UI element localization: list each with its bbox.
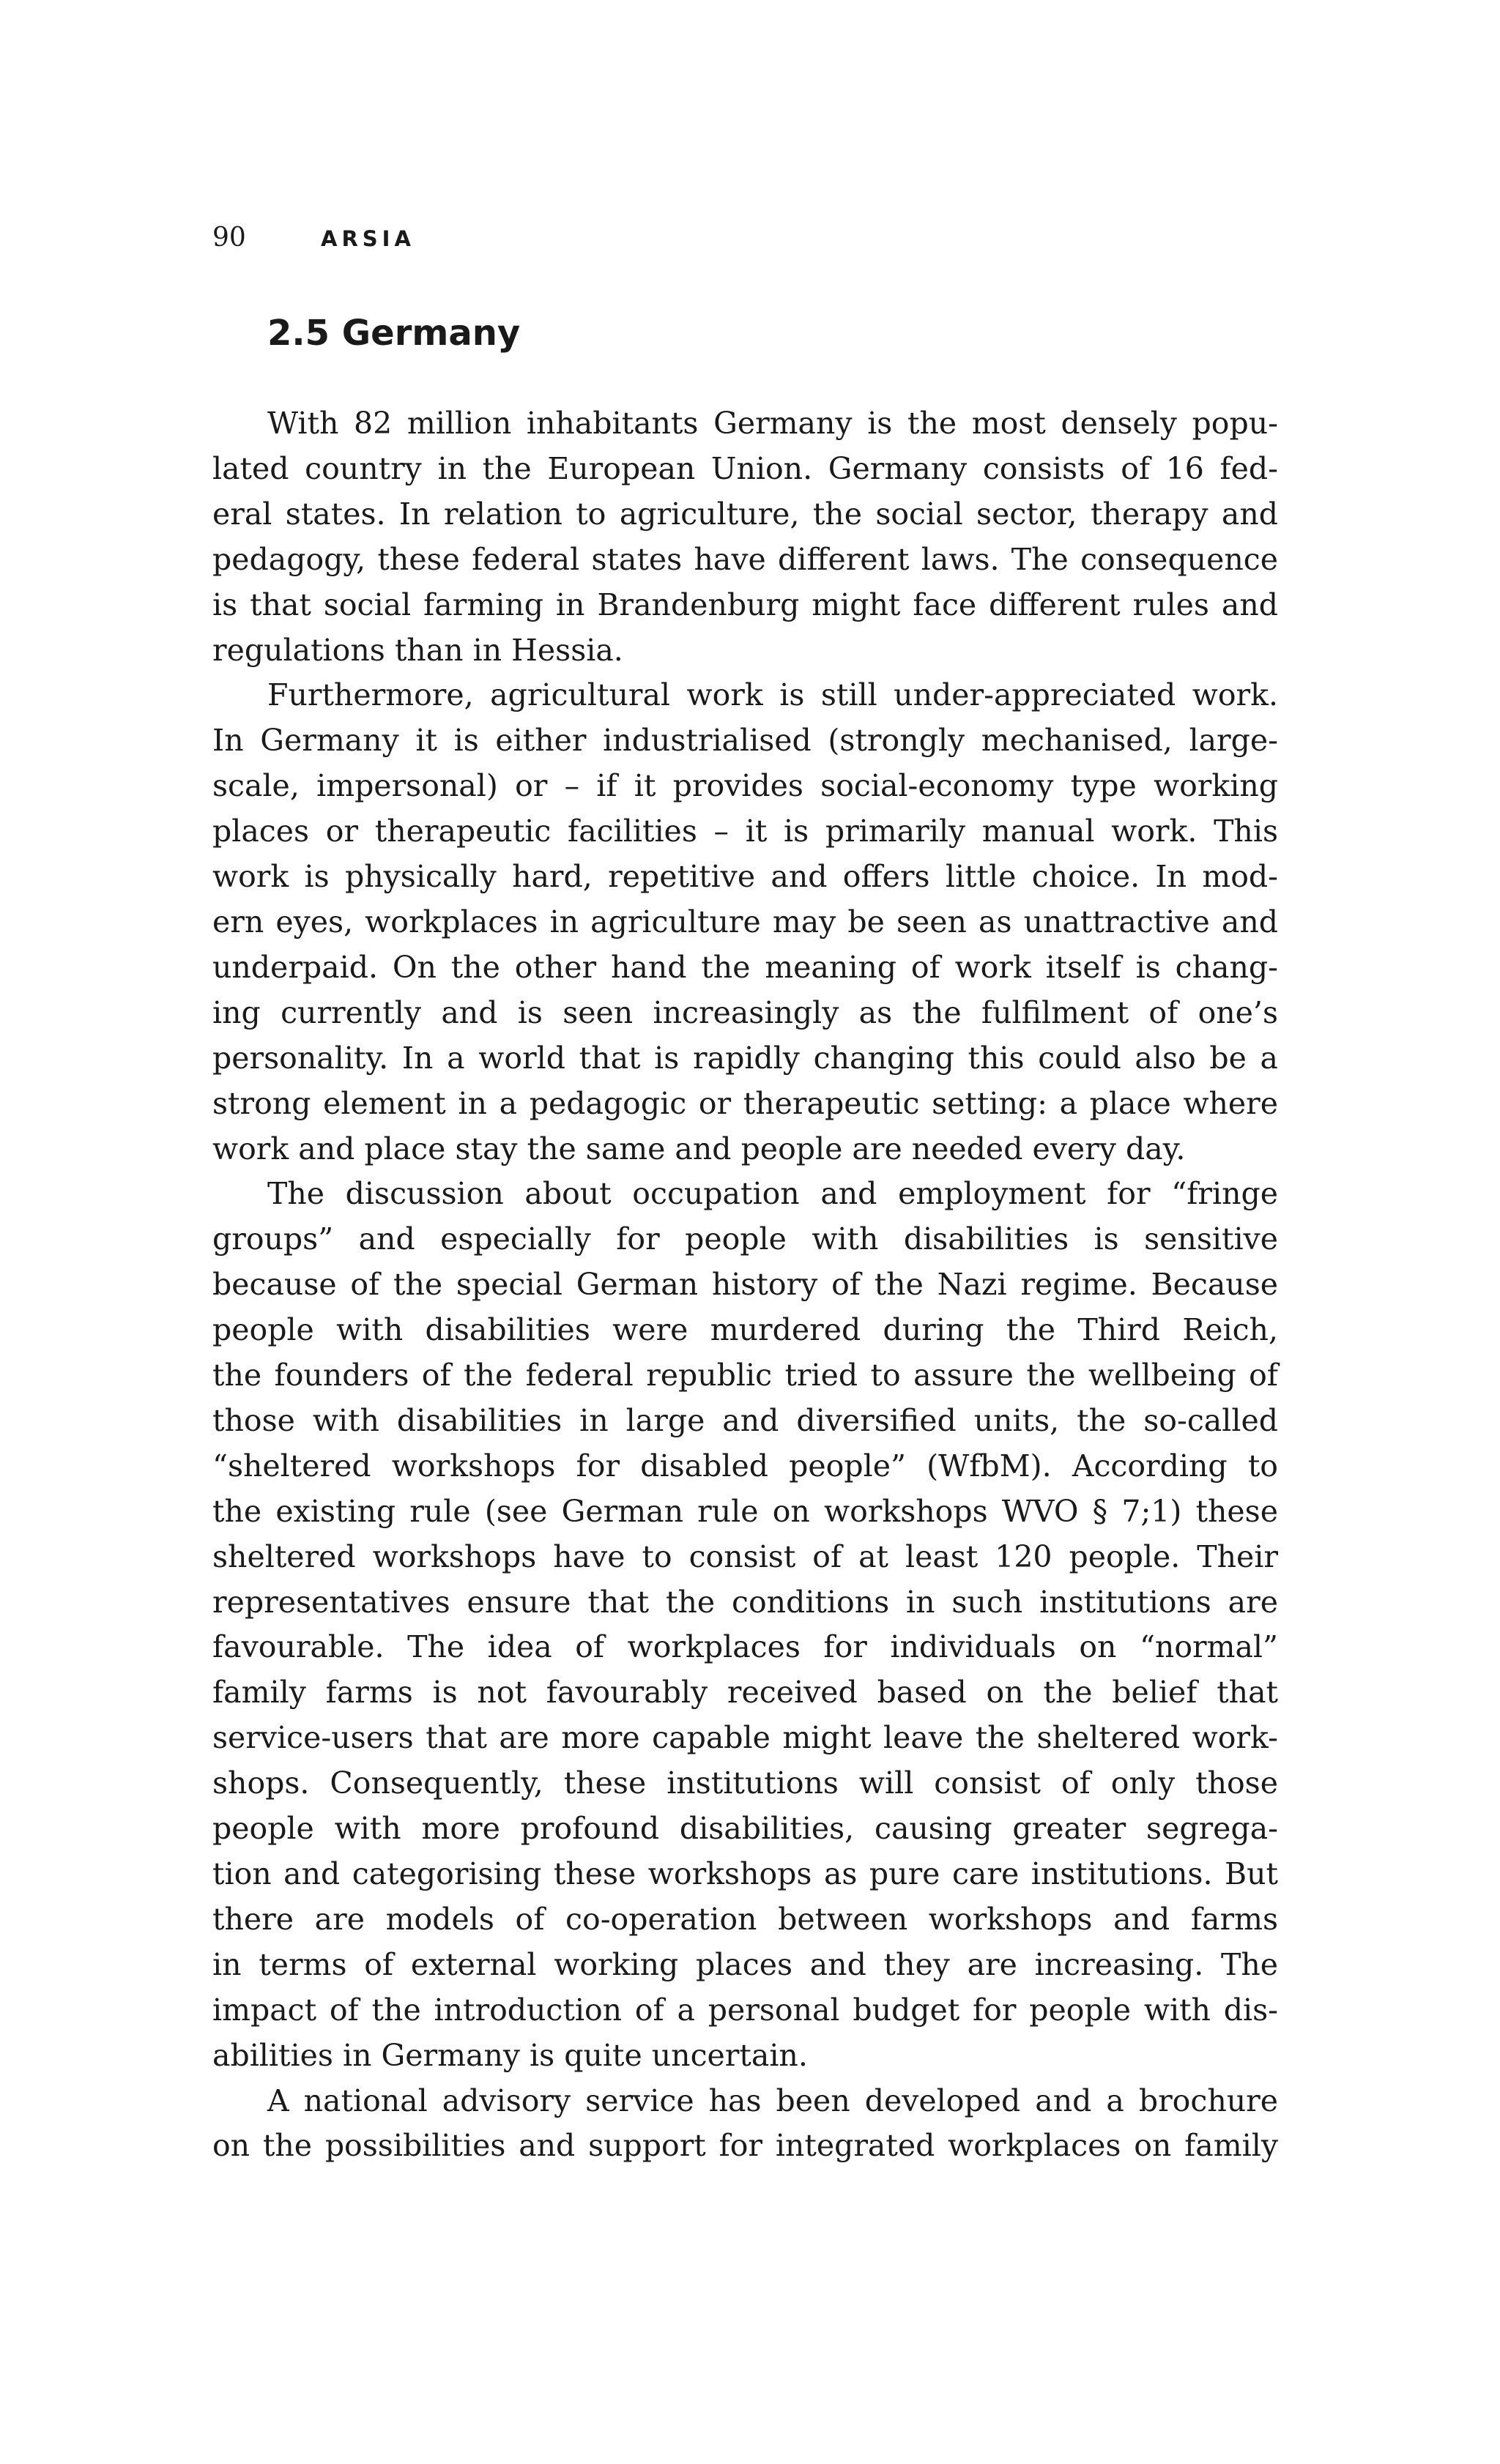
text-line: ern eyes, workplaces in agriculture may be seen as unattractive and [212,904,1278,939]
paragraph-2 [212,673,1278,1172]
text-line: Furthermore, agricultural work is still under-appreciated work. [267,677,1278,713]
text-line: on the possibilities and support for integrated workplaces on family [212,2128,1278,2164]
text-line: scale, impersonal) or – if it provides social-economy type working [212,768,1278,804]
body-text [212,401,1278,2169]
text-line: sheltered workshops have to consist of at least 120 people. Their [212,1538,1278,1574]
text-line: pedagogy, these federal states have different laws. The consequence [212,541,1278,577]
text-line: places or therapeutic facilities – it is primarily manual work. This [212,814,1278,849]
text-line: is that social farming in Brandenburg might face different rules and [212,587,1278,622]
text-line: ing currently and is seen increasingly as the fulfilment of one’s [212,994,1278,1030]
text-line: service-users that are more capable might leave the sheltered work- [212,1720,1278,1756]
section-heading: 2.5 Germany [267,313,521,354]
paragraph-4 [212,2079,1278,2170]
text-line: tion and categorising these workshops as pure care institutions. But [212,1856,1278,1891]
text-line: because of the special German history of the Nazi regime. Because [212,1267,1278,1303]
text-line: “sheltered workshops for disabled people” (WfbM). According to [212,1448,1278,1484]
text-line: family farms is not favourably received based on the belief that [212,1675,1278,1711]
text-line: representatives ensure that the conditions in such institutions are [212,1584,1278,1620]
text-line: strong element in a pedagogic or therapeutic setting: a place where [212,1085,1278,1121]
text-line: there are models of co-operation between workshops and farms [212,1901,1278,1937]
text-line: In Germany it is either industrialised (strongly mechanised, large- [212,723,1278,759]
text-line: favourable. The idea of workplaces for individuals on “normal” [212,1629,1278,1665]
text-line: those with disabilities in large and diversified units, the so-called [212,1402,1278,1438]
text-line: abilities in Germany is quite uncertain. [212,2037,808,2073]
text-line: people with more profound disabilities, causing greater segrega- [212,1811,1278,1847]
text-line: groups” and especially for people with disabilities is sensitive [212,1221,1278,1257]
text-line: shops. Consequently, these institutions will consist of only those [212,1765,1278,1801]
text-line: work and place stay the same and people are needed every day. [212,1131,1186,1166]
text-line: the existing rule (see German rule on workshops WVO § 7;1) these [212,1493,1278,1529]
text-line: regulations than in Hessia. [212,632,623,668]
page-number: 90 [212,223,246,253]
text-line: The discussion about occupation and employment for “fringe [267,1176,1278,1212]
paragraph-1 [212,401,1278,673]
text-line: in terms of external working places and they are increasing. The [212,1946,1278,1982]
text-line: underpaid. On the other hand the meaning of work itself is chang- [212,949,1278,985]
text-line: lated country in the European Union. Germany consists of 16 fed- [212,450,1278,486]
text-line: personality. In a world that is rapidly changing this could also be a [212,1040,1278,1076]
text-line: people with disabilities were murdered during the Third Reich, [212,1312,1278,1348]
journal-title: ARSIA [321,226,415,251]
running-head [212,223,415,255]
paragraph-3 [212,1172,1278,2078]
text-line: the founders of the federal republic tried to assure the wellbeing of [212,1358,1278,1393]
text-line: eral states. In relation to agriculture, the social sector, therapy and [212,496,1278,532]
text-line: impact of the introduction of a personal budget for people with dis- [212,1992,1278,2028]
text-line: work is physically hard, repetitive and offers little choice. In mod- [212,859,1278,895]
text-line: A national advisory service has been developed and a brochure [267,2083,1278,2118]
text-line: With 82 million inhabitants Germany is the most densely popu- [267,406,1278,441]
